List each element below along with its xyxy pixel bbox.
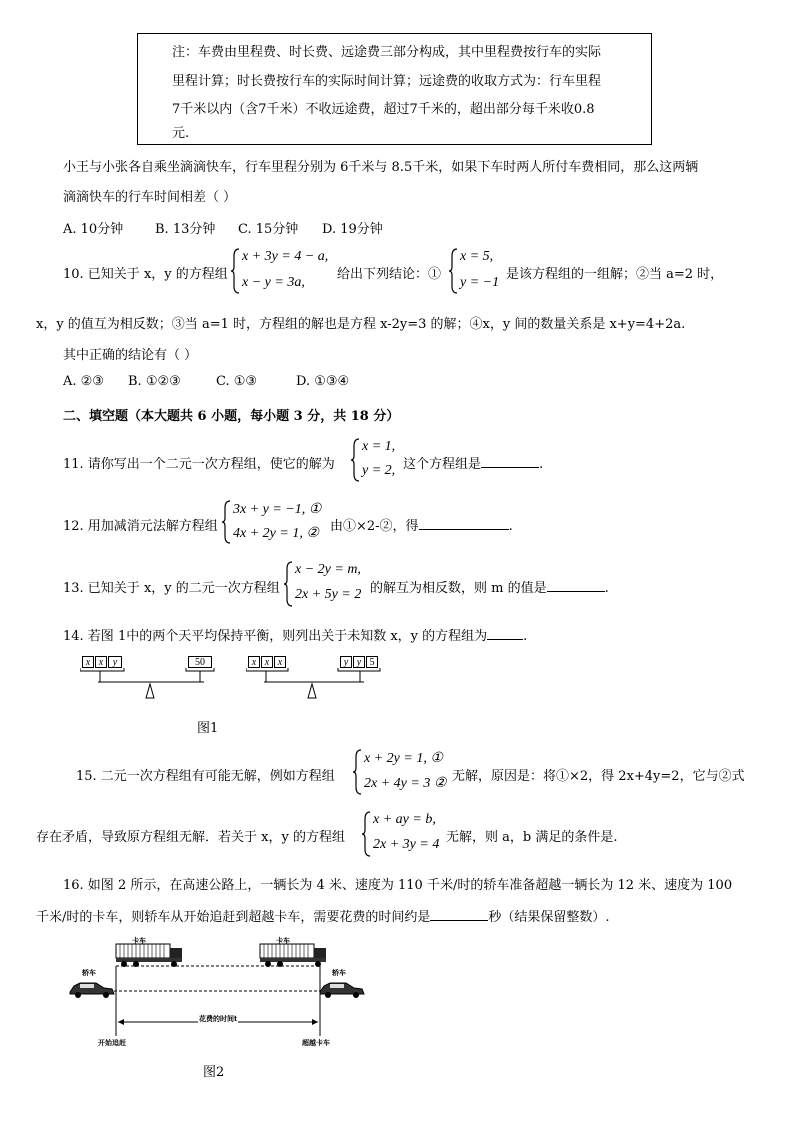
q14-answer-blank[interactable]: [487, 639, 523, 640]
q10-option-a: A. ②③: [63, 374, 104, 389]
q13-sys-eq1: x − 2y = m,: [295, 562, 361, 577]
q12-suffix: [330, 515, 513, 534]
q11-answer-blank[interactable]: [481, 467, 539, 468]
q10-option-b: B. ①②③: [128, 374, 181, 389]
q12-suffix-text: 由①×2-②，得: [330, 519, 419, 534]
left-scale-left-item-2: x: [95, 656, 107, 668]
q9-option-c: C. 15分钟: [238, 222, 299, 237]
figure-1-label: 图1: [197, 721, 219, 736]
q16-line-2-a: 千米/时的卡车，则轿车从开始追赶到超越卡车，需要花费的时间约是: [36, 910, 431, 925]
q15-sys1-eq1: x + 2y = 1, ①: [364, 751, 443, 766]
right-scale-frame: [246, 654, 386, 702]
fig2-time-label: 花费的时间t: [199, 1014, 238, 1023]
q15-suffix: 无解，原因是：将①×2，得 2x+4y=2，它与②式: [452, 769, 745, 784]
figure-1-left-scale: [80, 654, 220, 702]
section-2-title: 二、填空题（本大题共 6 小题，每小题 3 分，共 18 分）: [63, 409, 400, 424]
right-scale-left-item-3: x: [274, 656, 286, 668]
q12-prefix: 12. 用加减消元法解方程组: [63, 519, 218, 534]
q11-end: .: [539, 457, 544, 472]
q16-line-2: [36, 906, 610, 925]
q13-suffix: [370, 577, 609, 596]
right-scale-right-item-3: 5: [366, 656, 378, 668]
note-line-2: 里程计算；时长费按行车的实际时间计算；远途费的收取方式为：行车里程: [172, 74, 602, 89]
right-scale-right-item-2: y: [353, 656, 365, 668]
q10-line-2: x，y 的值互为相反数；③当 a=1 时，方程组的解也是方程 x-2y=3 的解；④x，y 间的数量关系是 x+y=4+2a.: [36, 317, 686, 332]
q10-brace-2: [449, 248, 459, 294]
q14-text-line: [63, 625, 527, 644]
q12-answer-blank[interactable]: [419, 529, 509, 530]
q16-line-2-b: 秒（结果保留整数）.: [488, 910, 610, 925]
q13-answer-blank[interactable]: [547, 591, 605, 592]
fig2-truck-label-right: 卡车: [276, 936, 290, 945]
q15-brace-2: [362, 811, 372, 857]
right-scale-right-item-1: y: [340, 656, 352, 668]
q15-sys2-eq1: x + ay = b,: [373, 812, 436, 827]
right-scale-left-item-1: x: [248, 656, 260, 668]
q16-line-1: 16. 如图 2 所示，在高速公路上，一辆长为 4 米、速度为 110 千米/时的轿车准备超越一辆长为 12 米、速度为 100: [63, 878, 733, 893]
q12-end: .: [508, 519, 513, 534]
q15-line-2-suffix-text: 无解，则 a，b 满足的条件是: [446, 830, 614, 845]
note-line-3: 7千米以内（含7千米）不收远途费，超过7千米的，超出部分每千米收0.8: [172, 102, 595, 117]
q16-answer-blank[interactable]: [430, 920, 488, 921]
q10-suffix: 是该方程组的一组解；②当 a=2 时，: [506, 267, 724, 282]
figure-2-label: 图2: [203, 1065, 225, 1080]
q10-sys2-eq2: y = −1: [460, 275, 500, 290]
q15-brace-1: [353, 749, 363, 795]
q9-option-a: A. 10分钟: [63, 222, 124, 237]
q10-sys1-eq1: x + 3y = 4 − a,: [242, 249, 329, 264]
fig2-car-label-left: 轿车: [82, 968, 96, 977]
q10-option-c: C. ①③: [216, 374, 258, 389]
q11-prefix: 11. 请你写出一个二元一次方程组，使它的解为: [63, 457, 335, 472]
q15-end: .: [613, 830, 618, 845]
q10-brace-1: [231, 248, 241, 294]
q10-sys2-eq1: x = 5,: [460, 249, 494, 264]
q14-end: .: [523, 629, 528, 644]
figure-1-right-scale: [246, 654, 386, 702]
q13-prefix: 13. 已知关于 x，y 的二元一次方程组: [63, 581, 280, 596]
q10-sys1-eq2: x − y = 3a,: [242, 275, 305, 290]
left-scale-frame: [80, 654, 220, 702]
figure-2: [66, 936, 376, 1054]
q15-line-2-suffix: [446, 826, 617, 845]
q11-suffix: [403, 453, 543, 472]
q9-option-d: D. 19分钟: [322, 222, 383, 237]
q13-suffix-text: 的解互为相反数，则 m 的值是: [370, 581, 547, 596]
q12-sys-eq2: 4x + 2y = 1, ②: [233, 526, 319, 541]
q13-end: .: [604, 581, 609, 596]
left-scale-left-item-1: x: [82, 656, 94, 668]
q12-sys-eq1: 3x + y = −1, ①: [233, 502, 322, 517]
q11-sys-eq1: x = 1,: [362, 439, 396, 454]
q9-option-b: B. 13分钟: [155, 222, 216, 237]
q14-text: 14. 若图 1中的两个天平均保持平衡，则列出关于未知数 x，y 的方程组为: [63, 629, 488, 644]
q15-prefix: 15. 二元一次方程组有可能无解，例如方程组: [76, 769, 335, 784]
q12-brace: [222, 500, 232, 544]
left-scale-right-item-1: 50: [188, 656, 212, 668]
q10-mid: 给出下列结论：①: [337, 267, 442, 282]
figure-2-drawing: [66, 936, 376, 1054]
q11-sys-eq2: y = 2,: [362, 463, 396, 478]
q13-sys-eq2: 2x + 5y = 2: [295, 587, 362, 602]
q9-line-1: 小王与小张各自乘坐滴滴快车，行车里程分别为 6千米与 8.5千米，如果下车时两人所付车费相同，那么这两辆: [63, 160, 699, 175]
left-scale-left-item-3: y: [108, 656, 122, 668]
note-line-1: 注：车费由里程费、时长费、远途费三部分构成，其中里程费按行车的实际: [172, 45, 602, 60]
q15-sys2-eq2: 2x + 3y = 4: [373, 837, 440, 852]
note-line-4: 元.: [172, 126, 190, 141]
fig2-car-label-right: 轿车: [332, 968, 346, 977]
q10-option-d: D. ①③④: [296, 374, 350, 389]
q11-brace: [351, 438, 361, 482]
fig2-start-label: 开始追赶: [98, 1038, 126, 1047]
fig2-truck-label-left: 卡车: [132, 936, 146, 945]
q10-prefix: 10. 已知关于 x，y 的方程组: [63, 267, 228, 282]
q13-brace: [284, 561, 294, 607]
right-scale-left-item-2: x: [261, 656, 273, 668]
q15-sys1-eq2: 2x + 4y = 3 ②: [364, 776, 447, 791]
q9-line-2: 滴滴快车的行车时间相差（ ）: [63, 190, 237, 205]
q15-line-2-prefix: 存在矛盾，导致原方程组无解．若关于 x，y 的方程组: [36, 830, 345, 845]
q10-line-3: 其中正确的结论有（ ）: [63, 348, 198, 363]
fig2-end-label: 超越卡车: [302, 1038, 330, 1047]
q11-suffix-text: 这个方程组是: [403, 457, 482, 472]
